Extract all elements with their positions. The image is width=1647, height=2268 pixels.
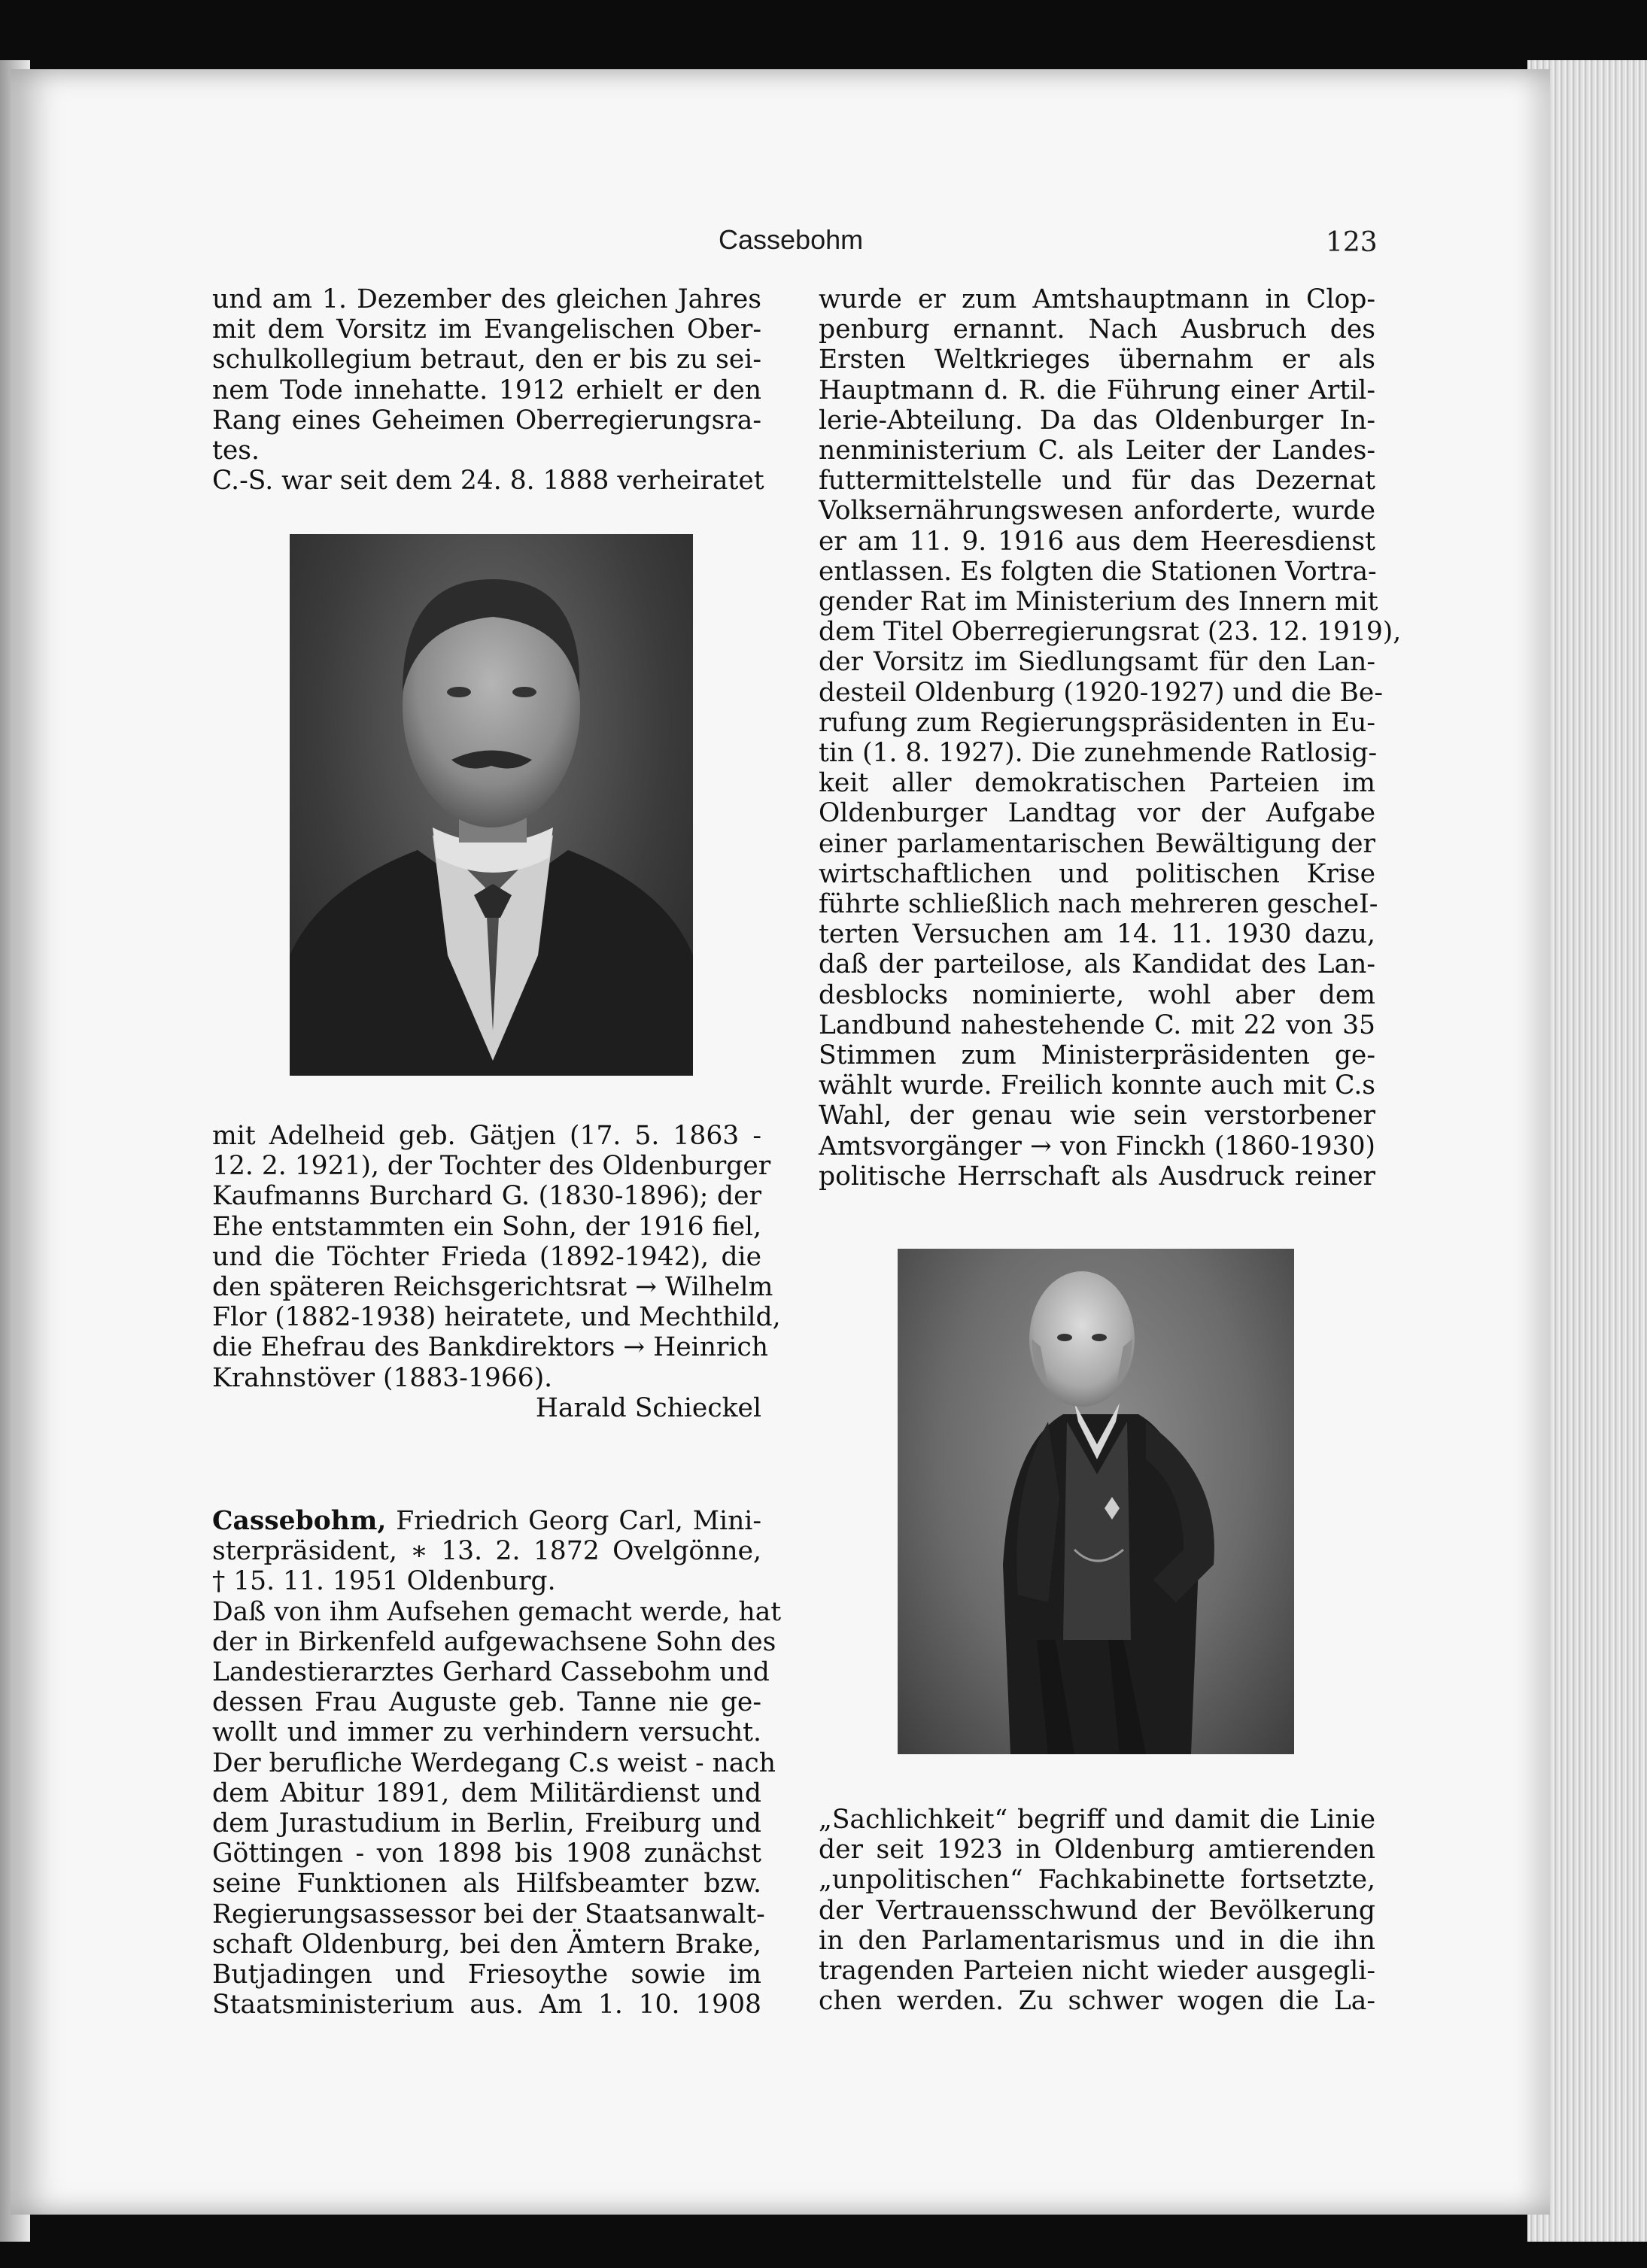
text-line: der in Birkenfeld aufgewachsene Sohn des <box>212 1626 776 1657</box>
text-line: sterpräsident, ∗ 13. 2. 1872 Ovelgönne, <box>212 1536 761 1567</box>
text-line: schaft Oldenburg, bei den Ämtern Brake, <box>212 1929 761 1960</box>
text-line: Amtsvorgänger → von Finckh (1860-1930) <box>819 1131 1375 1161</box>
text-line: daß der parteilose, als Kandidat des Lan- <box>819 949 1375 980</box>
left-column-top <box>212 284 764 496</box>
text-line: seine Funktionen als Hilfsbeamter bzw. <box>212 1869 761 1899</box>
text-line: 12. 2. 1921), der Tochter des Oldenburger <box>212 1151 771 1182</box>
text-line: Flor (1882-1938) heiratete, und Mechthild, <box>212 1302 781 1333</box>
text-line: Hauptmann d. R. die Führung einer Artil- <box>819 375 1375 405</box>
text-line: politische Herrschaft als Ausdruck reiner <box>819 1161 1375 1192</box>
portrait-photo-young-man <box>290 534 693 1076</box>
text-line: futtermittelstelle und für das Dezernat <box>819 466 1375 496</box>
entry-headword: Cassebohm, <box>212 1506 387 1536</box>
text-line: der seit 1923 in Oldenburg amtierenden <box>819 1835 1375 1866</box>
text-line: Wahl, der genau wie sein verstorbener <box>819 1101 1375 1131</box>
text-line: keit aller demokratischen Parteien im <box>819 768 1375 799</box>
text-line: einer parlamentarischen Bewältigung der <box>819 828 1375 859</box>
text-line: gender Rat im Ministerium des Innern mit <box>819 587 1378 618</box>
text-line: mit Adelheid geb. Gätjen (17. 5. 1863 - <box>212 1121 761 1151</box>
text-line: er am 11. 9. 1916 aus dem Heeresdienst <box>819 526 1375 557</box>
text-line: wirtschaftlichen und politischen Krise <box>819 858 1375 889</box>
text-line: mit dem Vorsitz im Evangelischen Ober- <box>212 314 761 345</box>
text-line: dem Jurastudium in Berlin, Freiburg und <box>212 1808 761 1839</box>
text-line: Stimmen zum Ministerpräsidenten ge- <box>819 1040 1375 1071</box>
text-line: Der berufliche Werdegang C.s weist - nach <box>212 1747 776 1778</box>
portrait-photo-older-man <box>898 1249 1294 1754</box>
left-column-middle <box>212 1121 781 1423</box>
running-title: Cassebohm <box>719 224 864 255</box>
text-line: Kaufmanns Burchard G. (1830-1896); der <box>212 1181 761 1212</box>
text-line: in den Parlamentarismus und in die ihn <box>819 1925 1375 1956</box>
text-line: desblocks nominierte, wohl aber dem <box>819 979 1375 1010</box>
text-line: „unpolitischen“ Fachkabinette fortsetzte, <box>819 1865 1375 1896</box>
text-line: chen werden. Zu schwer wogen die La- <box>819 1986 1375 2017</box>
text-line: wurde er zum Amtshauptmann in Clop- <box>819 284 1375 314</box>
left-column-entry <box>212 1506 782 2021</box>
text-line: C.-S. war seit dem 24. 8. 1888 verheiratet <box>212 466 764 496</box>
right-column-top <box>819 284 1402 1192</box>
text-line: und die Töchter Frieda (1892-1942), die <box>212 1241 761 1272</box>
text-line: lerie-Abteilung. Da das Oldenburger In- <box>819 405 1375 436</box>
text-line: Butjadingen und Friesoythe sowie im <box>212 1960 761 1990</box>
text-line: Regierungsassessor bei der Staatsanwalt- <box>212 1899 765 1929</box>
text-line: desteil Oldenburg (1920-1927) und die Be- <box>819 677 1383 708</box>
text-line: führte schließlich nach mehreren gescheI- <box>819 889 1378 920</box>
text-line: entlassen. Es folgten die Stationen Vortra- <box>819 556 1377 587</box>
text-line: tin (1. 8. 1927). Die zunehmende Ratlosig- <box>819 738 1378 769</box>
text-line: Göttingen - von 1898 bis 1908 zunächst <box>212 1838 761 1869</box>
text-line: Landbund nahestehende C. mit 22 von 35 <box>819 1010 1375 1040</box>
text-line: wählt wurde. Freilich konnte auch mit C.s <box>819 1070 1375 1101</box>
text-line: nem Tode innehatte. 1912 erhielt er den <box>212 375 761 405</box>
text-line: Landestierarztes Gerhard Cassebohm und <box>212 1657 770 1688</box>
text-line: Rang eines Geheimen Oberregierungsra- <box>212 405 761 436</box>
text-line: „Sachlichkeit“ begriff und damit die Linie <box>819 1805 1375 1835</box>
entry-heading <box>212 1506 761 1536</box>
text-line: Ehe entstammten ein Sohn, der 1916 fiel, <box>212 1211 761 1242</box>
text-line: der Vorsitz im Siedlungsamt für den Lan- <box>819 647 1375 678</box>
text-line: tes. <box>212 436 260 466</box>
text-line: der Vertrauensschwund der Bevölkerung <box>819 1895 1375 1926</box>
text-line: terten Versuchen am 14. 11. 1930 dazu, <box>819 919 1375 950</box>
text-line: Volksernährungswesen anforderte, wurde <box>819 496 1375 527</box>
text-line: und am 1. Dezember des gleichen Jahres <box>212 284 761 314</box>
text-line: den späteren Reichsgerichtsrat → Wilhelm <box>212 1272 773 1303</box>
text-line: Oldenburger Landtag vor der Aufgabe <box>819 798 1375 829</box>
text-line: rufung zum Regierungspräsidenten in Eu- <box>819 707 1375 738</box>
text-line: die Ehefrau des Bankdirektors → Heinrich <box>212 1332 768 1363</box>
text-line: dessen Frau Auguste geb. Tanne nie ge- <box>212 1687 761 1718</box>
text-line: dem Abitur 1891, dem Militärdienst und <box>212 1778 761 1808</box>
text-line: dem Titel Oberregierungsrat (23. 12. 1919), <box>819 617 1402 648</box>
entry-heading-rest: Friedrich Georg Carl, Mini- <box>396 1506 761 1536</box>
text-line: Daß von ihm Aufsehen gemacht werde, hat <box>212 1596 782 1627</box>
text-line: nenministerium C. als Leiter der Landes- <box>819 436 1375 466</box>
text-line: Staatsministerium aus. Am 1. 10. 1908 <box>212 1990 761 2021</box>
text-line: † 15. 11. 1951 Oldenburg. <box>212 1566 556 1597</box>
page-number: 123 <box>1326 227 1378 258</box>
text-line: penburg ernannt. Nach Ausbruch des <box>819 314 1375 345</box>
text-line: Ersten Weltkrieges übernahm er als <box>819 345 1375 375</box>
text-line: Krahnstöver (1883-1966). <box>212 1362 553 1393</box>
text-line: schulkollegium betraut, den er bis zu sei- <box>212 345 761 375</box>
text-line: wollt und immer zu verhindern versucht. <box>212 1717 761 1748</box>
author-name: Harald Schieckel <box>535 1392 761 1423</box>
text-line: tragenden Parteien nicht wieder ausgegli- <box>819 1956 1375 1987</box>
right-column-bottom <box>819 1805 1375 2016</box>
